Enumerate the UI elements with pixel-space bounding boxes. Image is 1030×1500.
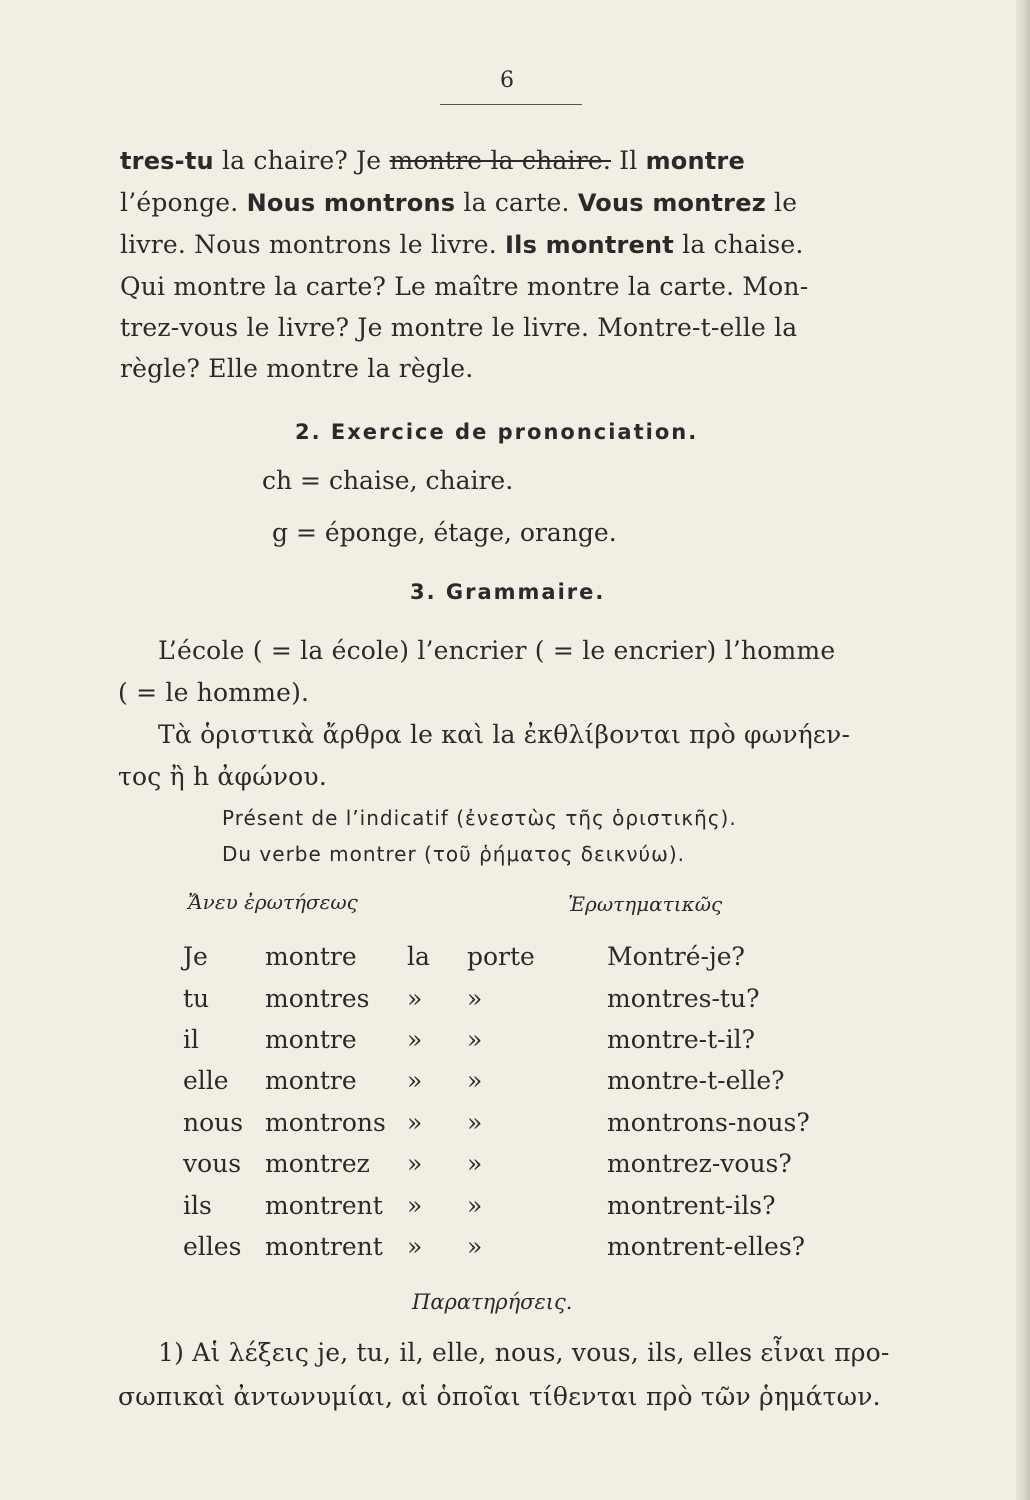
- object-cell: »: [467, 983, 483, 1013]
- text-run: l’éponge.: [120, 188, 247, 217]
- verb-cell: montre: [265, 1066, 357, 1096]
- verb-title: Du verbe montrer (τοῦ ῥήματος δεικνύω).: [222, 842, 685, 866]
- object-cell: »: [407, 983, 423, 1013]
- pronoun-cell: elles: [183, 1231, 242, 1261]
- pronunciation-ch: ch = chaise, chaire.: [262, 466, 514, 495]
- section-heading-pronunciation: 2. Exercice de prononciation.: [295, 420, 699, 444]
- object-cell: »: [407, 1231, 423, 1261]
- column-head-interrogative: Ἐρωτηματικῶς: [568, 892, 723, 916]
- question-cell: montrons-nous?: [607, 1107, 810, 1137]
- verb-cell: montre: [265, 1024, 357, 1054]
- grammar-elision-line: ( = le homme).: [118, 678, 310, 707]
- table-row: [183, 1019, 810, 1060]
- bold-phrase: Ils montrent: [505, 231, 674, 259]
- intro-line: trez-vous le livre? Je montre le livre. Montre-t-elle la: [120, 313, 798, 342]
- observation-line: 1) Αἱ λέξεις je, tu, il, elle, nous, vous, ils, elles εἶναι προ-: [158, 1338, 890, 1367]
- object-cell: »: [407, 1107, 423, 1137]
- section-heading-grammar: 3. Grammaire.: [410, 580, 606, 604]
- question-cell: montres-tu?: [607, 983, 760, 1013]
- intro-line: règle? Elle montre la règle.: [120, 354, 474, 383]
- object-cell: »: [467, 1149, 483, 1179]
- bold-phrase: Nous montrons: [246, 189, 456, 217]
- question-cell: montrez-vous?: [607, 1149, 792, 1179]
- text-run: la chaise.: [673, 230, 804, 259]
- question-cell: montrent-ils?: [607, 1190, 776, 1220]
- pronoun-cell: elle: [183, 1066, 229, 1096]
- observations-title: Παρατηρήσεις.: [412, 1290, 573, 1314]
- object-cell: »: [407, 1066, 423, 1096]
- pronoun-cell: il: [183, 1024, 199, 1054]
- header-rule: [440, 104, 582, 105]
- pronoun-cell: tu: [183, 983, 210, 1013]
- intro-line: [120, 224, 905, 266]
- table-row: [183, 1226, 810, 1267]
- pronoun-cell: ils: [183, 1190, 212, 1220]
- object-cell: »: [407, 1190, 423, 1220]
- text-run: livre. Nous montrons le livre.: [120, 230, 506, 259]
- object-cell: la: [407, 942, 430, 972]
- table-row: [183, 1060, 810, 1101]
- text-run: le: [765, 188, 798, 217]
- grammar-elision-line: L’école ( = la école) l’encrier ( = le encrier) l’homme: [158, 636, 836, 665]
- pronoun-cell: nous: [183, 1107, 244, 1137]
- question-cell: Montré-je?: [607, 942, 745, 972]
- question-cell: montre-t-il?: [607, 1024, 755, 1054]
- text-run: Il: [611, 146, 646, 175]
- intro-paragraph: [120, 140, 905, 389]
- question-cell: montrent-elles?: [607, 1231, 806, 1261]
- pronoun-cell: Je: [183, 942, 208, 972]
- verb-cell: montrons: [265, 1107, 386, 1137]
- object-cell: »: [467, 1107, 483, 1137]
- pronunciation-g: g = éponge, étage, orange.: [272, 518, 617, 547]
- intro-line: [120, 140, 905, 182]
- bold-phrase: montre: [645, 147, 745, 175]
- page-number: 6: [500, 68, 514, 93]
- verb-cell: montrent: [265, 1190, 383, 1220]
- table-row: [183, 1184, 810, 1225]
- column-head-affirmative: Ἄνευ ἐρωτήσεως: [188, 890, 358, 914]
- intro-line: [120, 182, 905, 224]
- verb-cell: montrez: [265, 1149, 370, 1179]
- object-cell: »: [467, 1066, 483, 1096]
- table-row: [183, 1143, 810, 1184]
- object-cell: »: [467, 1024, 483, 1054]
- observation-line: σωπικαὶ ἀντωνυμίαι, αἱ ὁποῖαι τίθενται πρὸ τῶν ῥημάτων.: [118, 1382, 881, 1411]
- table-row: [183, 1102, 810, 1143]
- verb-cell: montres: [265, 983, 370, 1013]
- table-row: [183, 977, 810, 1018]
- conjugation-table: [183, 936, 810, 1267]
- question-cell: montre-t-elle?: [607, 1066, 785, 1096]
- bold-phrase: tres-tu: [120, 147, 214, 175]
- verb-cell: montre: [265, 942, 357, 972]
- struck-text: montre la chaire.: [389, 146, 611, 175]
- text-run: la carte.: [455, 188, 578, 217]
- table-row: [183, 936, 810, 977]
- present-indicative-title: Présent de l’indicatif (ἐνεστὼς τῆς ὁριστικῆς).: [222, 806, 737, 830]
- grammar-greek-note: Τὰ ὁριστικὰ ἄρθρα le καὶ la ἐκθλίβονται πρὸ φωνήεν-: [158, 720, 851, 749]
- object-cell: »: [467, 1231, 483, 1261]
- object-cell: porte: [467, 942, 535, 972]
- page-edge: [1016, 0, 1030, 1500]
- bold-phrase: Vous montrez: [577, 189, 766, 217]
- intro-line: Qui montre la carte? Le maître montre la carte. Mon-: [120, 272, 809, 301]
- text-run: la chaire? Je: [213, 146, 390, 175]
- verb-cell: montrent: [265, 1231, 383, 1261]
- object-cell: »: [407, 1024, 423, 1054]
- pronoun-cell: vous: [183, 1149, 242, 1179]
- object-cell: »: [467, 1190, 483, 1220]
- object-cell: »: [407, 1149, 423, 1179]
- grammar-greek-note: τος ἢ h ἀφώνου.: [118, 762, 327, 791]
